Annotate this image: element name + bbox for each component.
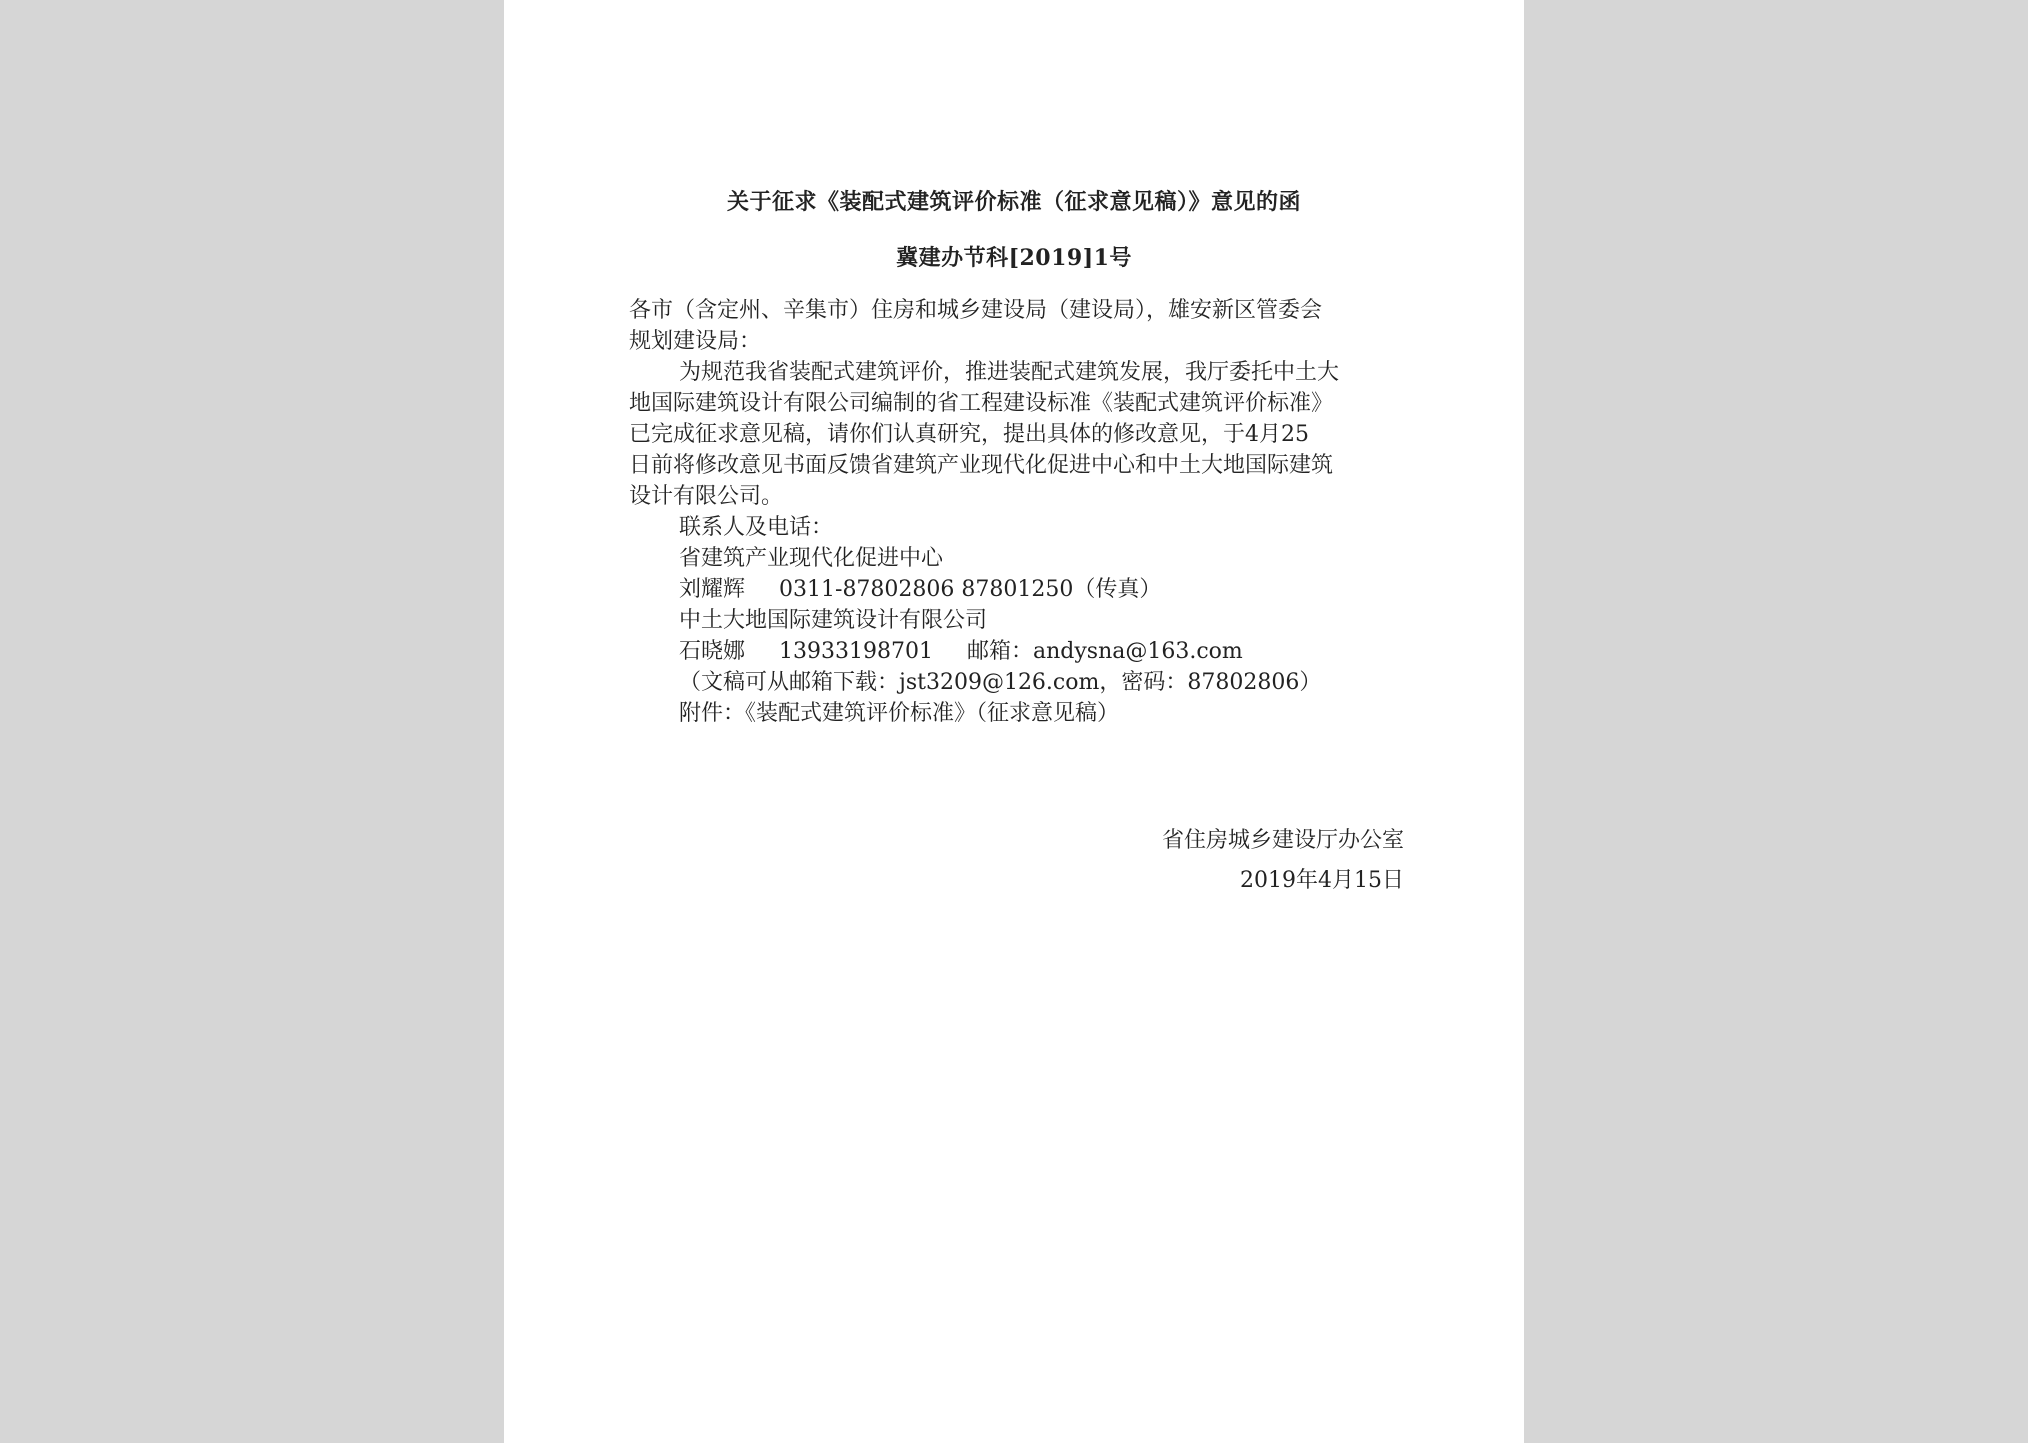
contact-org-2: 中土大地国际建筑设计有限公司 [679,608,988,633]
contact-person-2: 石晓娜 [679,639,746,664]
body-line-3: 已完成征求意见稿，请你们认真研究，提出具体的修改意见，于4月25 [629,422,1309,447]
signature-date: 2019年4月15日 [1240,868,1404,893]
contact-person-1-line [629,574,1409,605]
download-note: （文稿可从邮箱下载：jst3209@126.com，密码：87802806） [679,670,1322,695]
contact-phone-2: 13933198701 [779,639,933,664]
body-line-2: 地国际建筑设计有限公司编制的省工程建设标准《装配式建筑评价标准》 [629,391,1334,416]
contact-person-2-line [629,636,1409,667]
contact-phone-1: 0311-87802806 87801250（传真） [779,577,1162,602]
body-line-4: 日前将修改意见书面反馈省建筑产业现代化促进中心和中土大地国际建筑 [629,453,1334,478]
letter-body [629,295,1409,729]
addressee-line-1: 各市（含定州、辛集市）住房和城乡建设局（建设局），雄安新区管委会 [629,298,1323,323]
addressee-line-2: 规划建设局： [629,329,762,354]
document-number: 冀建办节科[2019]1号 [896,245,1132,271]
body-line-5: 设计有限公司。 [629,484,784,509]
attachment-line: 附件：《装配式建筑评价标准》（征求意见稿） [679,701,1120,726]
document-title: 关于征求《装配式建筑评价标准（征求意见稿）》意见的函 [726,189,1301,215]
contact-org-1: 省建筑产业现代化促进中心 [679,546,944,571]
contact-heading: 联系人及电话： [679,515,834,540]
signature-organization: 省住房城乡建设厅办公室 [1161,828,1404,853]
contact-person-1: 刘耀辉 [679,577,746,602]
document-page [504,0,1524,1443]
body-line-1: 为规范我省装配式建筑评价，推进装配式建筑发展，我厅委托中土大 [679,360,1340,385]
email-label: 邮箱： [966,639,1033,664]
contact-email: andysna@163.com [1033,639,1243,664]
